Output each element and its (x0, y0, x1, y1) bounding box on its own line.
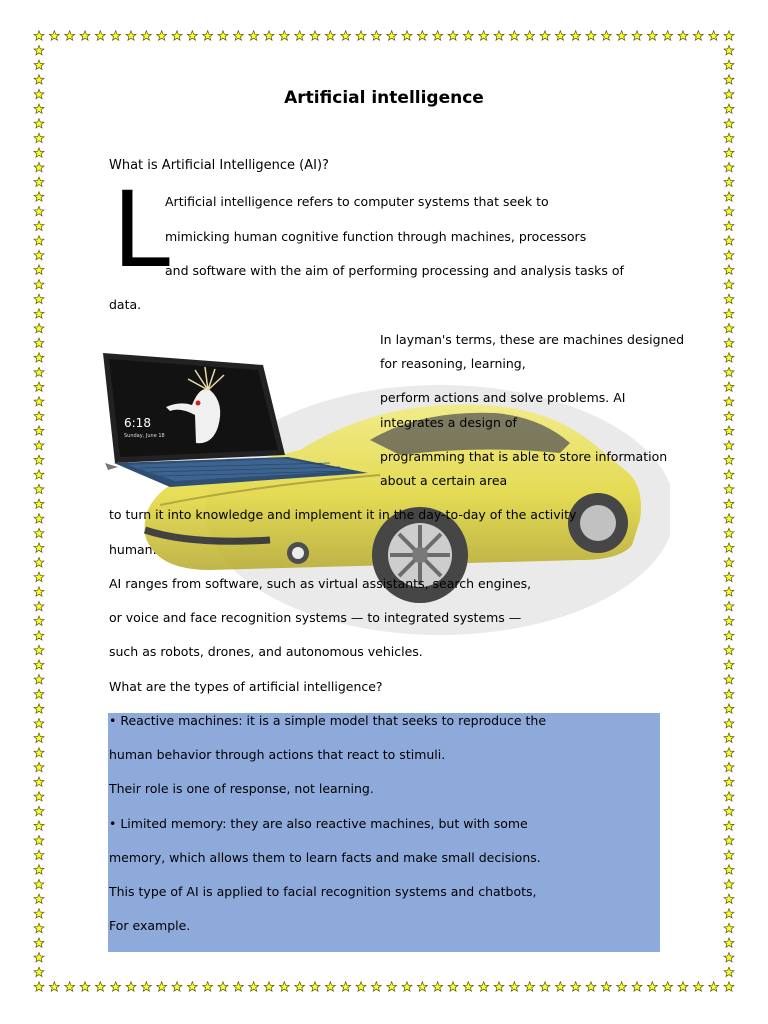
highlighted-line: human behavior through actions that react to stimuli. (109, 747, 446, 762)
star-icon (724, 953, 734, 962)
star-icon (724, 806, 734, 815)
star-icon (371, 31, 381, 40)
star-icon (724, 528, 734, 537)
star-icon (724, 294, 734, 303)
star-icon (34, 528, 44, 537)
star-icon (34, 821, 44, 830)
star-icon (724, 353, 734, 362)
star-icon (433, 982, 443, 991)
star-icon (617, 982, 627, 991)
star-icon (709, 31, 719, 40)
star-icon (34, 265, 44, 274)
star-icon (218, 31, 228, 40)
star-icon (479, 982, 489, 991)
star-icon (34, 484, 44, 493)
star-icon (724, 631, 734, 640)
star-icon (647, 982, 657, 991)
star-icon (724, 31, 734, 40)
star-icon (34, 631, 44, 640)
star-icon (448, 982, 458, 991)
star-icon (264, 982, 274, 991)
star-icon (724, 601, 734, 610)
right-column-line: programming that is able to store information (380, 449, 668, 464)
highlighted-line: For example. (109, 918, 191, 933)
star-icon (325, 982, 335, 991)
star-icon (34, 192, 44, 201)
star-icon (34, 31, 44, 40)
star-icon (601, 31, 611, 40)
star-icon (525, 982, 535, 991)
star-icon (433, 31, 443, 40)
star-icon (34, 470, 44, 479)
star-icon (509, 31, 519, 40)
star-icon (34, 660, 44, 669)
star-icon (34, 543, 44, 552)
section-heading-types: What are the types of artificial intelligence? (109, 679, 383, 694)
star-icon (34, 616, 44, 625)
star-icon (34, 704, 44, 713)
star-icon (356, 982, 366, 991)
star-icon (540, 31, 550, 40)
star-icon (724, 733, 734, 742)
star-icon (80, 31, 90, 40)
paragraph-line: or voice and face recognition systems — to integrated systems — (109, 610, 522, 625)
star-icon (34, 162, 44, 171)
star-icon (724, 762, 734, 771)
star-icon (233, 31, 243, 40)
star-icon (34, 865, 44, 874)
star-icon (724, 484, 734, 493)
star-icon (295, 982, 305, 991)
star-icon (724, 338, 734, 347)
star-icon (586, 31, 596, 40)
star-icon (49, 982, 59, 991)
star-icon (494, 31, 504, 40)
highlighted-line: Their role is one of response, not learning. (109, 781, 374, 796)
star-icon (34, 426, 44, 435)
star-icon (34, 455, 44, 464)
star-icon (724, 616, 734, 625)
star-icon (34, 748, 44, 757)
star-icon (724, 543, 734, 552)
star-icon (111, 982, 121, 991)
star-icon (724, 660, 734, 669)
star-icon (249, 982, 259, 991)
star-icon (233, 982, 243, 991)
tablet-clock: 6:18 (124, 416, 151, 430)
star-icon (80, 982, 90, 991)
star-icon (34, 60, 44, 69)
star-icon (34, 236, 44, 245)
star-icon (65, 31, 75, 40)
star-icon (187, 982, 197, 991)
document-title: Artificial intelligence (284, 88, 484, 108)
star-icon (724, 879, 734, 888)
star-icon (34, 382, 44, 391)
highlighted-line: This type of AI is applied to facial recognition systems and chatbots, (109, 884, 537, 899)
star-icon (34, 938, 44, 947)
star-icon (663, 31, 673, 40)
star-icon (724, 148, 734, 157)
star-icon (724, 777, 734, 786)
star-icon (724, 411, 734, 420)
star-icon (34, 850, 44, 859)
star-icon (34, 982, 44, 991)
drop-cap-letter: L (112, 169, 170, 291)
star-icon (724, 280, 734, 289)
star-icon (724, 865, 734, 874)
star-icon (693, 982, 703, 991)
star-icon (724, 162, 734, 171)
star-icon (34, 397, 44, 406)
dropcap-line: mimicking human cognitive function through machines, processors (165, 229, 587, 244)
highlighted-line: • Reactive machines: it is a simple model that seeks to reproduce the (109, 713, 547, 728)
star-icon (279, 31, 289, 40)
star-icon (34, 367, 44, 376)
star-icon (34, 909, 44, 918)
star-icon (724, 894, 734, 903)
star-icon (525, 31, 535, 40)
star-icon (95, 31, 105, 40)
dropcap-line: Artificial intelligence refers to computer systems that seek to (165, 194, 549, 209)
star-icon (141, 982, 151, 991)
star-icon (34, 119, 44, 128)
dropcap-line: and software with the aim of performing processing and analysis tasks of (165, 263, 624, 278)
star-icon (724, 835, 734, 844)
star-icon (724, 967, 734, 976)
star-icon (724, 206, 734, 215)
section-heading: What is Artificial Intelligence (AI)? (109, 158, 329, 173)
star-icon (724, 982, 734, 991)
right-column-line: about a certain area (380, 473, 508, 488)
star-icon (279, 982, 289, 991)
star-icon (709, 982, 719, 991)
star-icon (387, 31, 397, 40)
star-icon (34, 645, 44, 654)
paragraph-line: such as robots, drones, and autonomous vehicles. (109, 644, 423, 659)
star-icon (310, 982, 320, 991)
star-icon (417, 31, 427, 40)
star-icon (724, 645, 734, 654)
star-icon (34, 953, 44, 962)
star-icon (571, 31, 581, 40)
star-icon (724, 923, 734, 932)
star-icon (172, 31, 182, 40)
star-icon (34, 587, 44, 596)
star-icon (310, 31, 320, 40)
star-icon (341, 31, 351, 40)
star-icon (724, 792, 734, 801)
star-icon (356, 31, 366, 40)
star-icon (141, 31, 151, 40)
star-icon (555, 982, 565, 991)
star-icon (724, 236, 734, 245)
star-icon (34, 353, 44, 362)
star-icon (448, 31, 458, 40)
star-icon (34, 133, 44, 142)
star-icon (34, 762, 44, 771)
paragraph-line: AI ranges from software, such as virtual assistants, search engines, (109, 576, 532, 591)
star-icon (540, 982, 550, 991)
star-icon (724, 748, 734, 757)
star-icon (34, 733, 44, 742)
star-icon (463, 982, 473, 991)
star-icon (34, 689, 44, 698)
star-icon (34, 601, 44, 610)
star-icon (34, 177, 44, 186)
star-icon (463, 31, 473, 40)
star-icon (34, 879, 44, 888)
star-icon (724, 675, 734, 684)
star-icon (34, 792, 44, 801)
star-icon (724, 850, 734, 859)
star-icon (34, 338, 44, 347)
star-icon (203, 31, 213, 40)
star-icon (34, 499, 44, 508)
star-icon (34, 75, 44, 84)
star-icon (678, 31, 688, 40)
star-icon (34, 777, 44, 786)
star-icon (555, 31, 565, 40)
star-icon (34, 45, 44, 54)
star-icon (479, 31, 489, 40)
star-icon (678, 982, 688, 991)
star-icon (494, 982, 504, 991)
star-icon (724, 250, 734, 259)
star-icon (724, 718, 734, 727)
star-icon (34, 411, 44, 420)
star-icon (34, 558, 44, 567)
star-icon (724, 938, 734, 947)
star-icon (647, 31, 657, 40)
star-icon (203, 982, 213, 991)
right-column-line: integrates a design of (380, 415, 517, 430)
star-icon (34, 221, 44, 230)
star-icon (34, 148, 44, 157)
star-icon (187, 31, 197, 40)
star-icon (724, 367, 734, 376)
star-icon (387, 982, 397, 991)
right-column-line: for reasoning, learning, (380, 356, 526, 371)
star-icon (693, 31, 703, 40)
star-icon (724, 75, 734, 84)
star-icon (111, 31, 121, 40)
star-icon (724, 119, 734, 128)
paragraph-line: data. (109, 297, 142, 312)
star-icon (724, 426, 734, 435)
highlighted-line: memory, which allows them to learn facts and make small decisions. (109, 850, 541, 865)
star-icon (157, 31, 167, 40)
star-icon (724, 60, 734, 69)
star-icon (325, 31, 335, 40)
star-icon (34, 572, 44, 581)
star-icon (264, 31, 274, 40)
star-icon (126, 982, 136, 991)
right-column-line: perform actions and solve problems. AI (380, 390, 626, 405)
star-icon (34, 675, 44, 684)
star-icon (724, 265, 734, 274)
star-icon (157, 982, 167, 991)
star-icon (417, 982, 427, 991)
star-icon (34, 835, 44, 844)
star-icon (724, 323, 734, 332)
star-icon (34, 514, 44, 523)
star-icon (172, 982, 182, 991)
star-icon (402, 31, 412, 40)
star-icon (724, 689, 734, 698)
star-icon (724, 440, 734, 449)
star-icon (601, 982, 611, 991)
star-icon (724, 470, 734, 479)
star-icon (724, 909, 734, 918)
star-icon (34, 718, 44, 727)
star-icon (724, 499, 734, 508)
star-icon (724, 514, 734, 523)
paragraph-line: human. (109, 542, 157, 557)
star-icon (663, 982, 673, 991)
highlighted-line: • Limited memory: they are also reactive machines, but with some (109, 816, 528, 831)
star-icon (341, 982, 351, 991)
star-icon (724, 558, 734, 567)
star-icon (724, 309, 734, 318)
star-icon (34, 206, 44, 215)
star-icon (34, 894, 44, 903)
star-icon (571, 982, 581, 991)
star-icon (724, 455, 734, 464)
star-icon (49, 31, 59, 40)
star-icon (249, 31, 259, 40)
star-icon (126, 31, 136, 40)
star-icon (34, 309, 44, 318)
star-icon (724, 397, 734, 406)
star-icon (371, 982, 381, 991)
star-icon (34, 440, 44, 449)
star-icon (34, 280, 44, 289)
star-icon (632, 982, 642, 991)
star-icon (509, 982, 519, 991)
star-icon (724, 821, 734, 830)
star-icon (218, 982, 228, 991)
star-icon (402, 982, 412, 991)
paragraph-line: to turn it into knowledge and implement it in the day-to-day of the activity (109, 507, 577, 522)
tablet-date: Sunday, June 18 (124, 433, 165, 439)
star-icon (34, 923, 44, 932)
star-icon (295, 31, 305, 40)
star-icon (34, 967, 44, 976)
star-icon (586, 982, 596, 991)
right-column-line: In layman's terms, these are machines designed (380, 332, 685, 347)
star-icon (724, 572, 734, 581)
star-icon (34, 250, 44, 259)
star-icon (724, 177, 734, 186)
star-icon (34, 294, 44, 303)
star-icon (724, 221, 734, 230)
star-icon (724, 192, 734, 201)
star-icon (632, 31, 642, 40)
star-icon (34, 323, 44, 332)
star-icon (617, 31, 627, 40)
star-icon (724, 382, 734, 391)
star-icon (724, 133, 734, 142)
star-icon (724, 45, 734, 54)
star-icon (65, 982, 75, 991)
star-icon (34, 806, 44, 815)
star-icon (724, 587, 734, 596)
star-icon (724, 704, 734, 713)
star-icon (95, 982, 105, 991)
